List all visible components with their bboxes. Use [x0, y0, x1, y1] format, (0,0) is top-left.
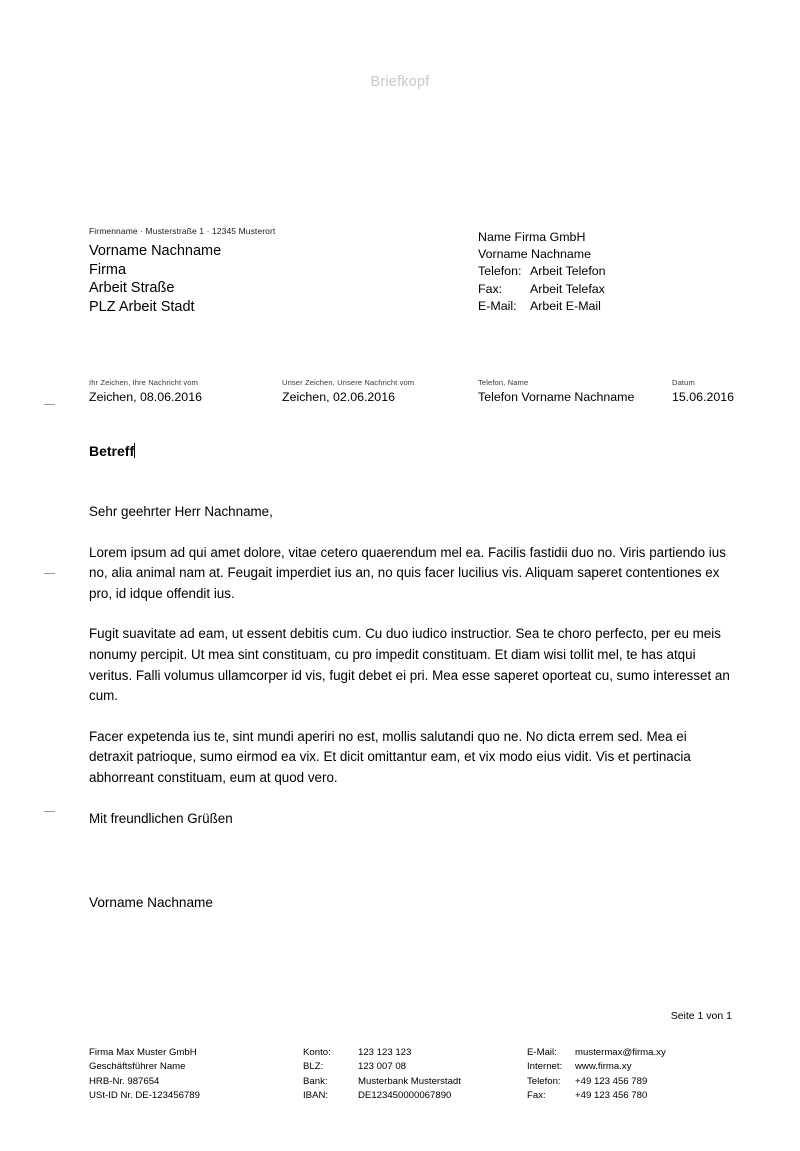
sender-fax-row — [478, 281, 606, 298]
sender-person: Vorname Nachname — [478, 247, 591, 262]
subject-text: Betreff — [89, 443, 135, 459]
footer-managing-director: Geschäftsführer Name — [89, 1061, 186, 1073]
footer-fax-row — [527, 1089, 666, 1103]
sender-email-value: Arbeit E-Mail — [530, 298, 601, 313]
footer-iban-label: IBAN: — [303, 1090, 329, 1102]
sender-fax-value: Arbeit Telefax — [530, 281, 605, 296]
body-paragraph: Facer expetenda ius te, sint mundi aperiri no est, mollis salutandi quo ne. No dicta errem sed. Mea ei detraxit patrioque, sumo eirmod ea vix. Et dicit omittantur eam, et vix modo eius vidit. Vis et pertinacia abhorreant constituam, eum at quod vero. — [89, 728, 691, 785]
sender-fax-label: Fax: — [478, 281, 503, 296]
footer-iban-row — [303, 1089, 461, 1103]
sender-company: Name Firma GmbH — [478, 230, 586, 244]
body-paragraph: Lorem ipsum ad qui amet dolore, vitae cetero quaerendum mel ea. Facilis fastidii duo no. Viris partiendo ius no, alia animal nam at. Feugait imperdiet ius an, no quis facer lucilius vis. Aliquam saperet contentiones ex pro, id idque offendit ius. — [89, 544, 726, 601]
fold-mark-icon — [44, 573, 55, 574]
reference-value: 15.06.2016 — [672, 390, 735, 404]
sender-phone-row — [478, 263, 606, 280]
reference-value: Telefon Vorname Nachname — [478, 390, 635, 404]
salutation: Sehr geehrter Herr Nachname, — [89, 504, 273, 519]
sender-info-block[interactable] — [478, 229, 606, 315]
reference-column-our-ref[interactable] — [282, 378, 414, 405]
sender-phone-label: Telefon: — [478, 264, 522, 279]
text-cursor-caret — [134, 443, 135, 458]
letter-footer — [0, 1046, 800, 1116]
reference-column-date[interactable] — [672, 378, 734, 405]
return-address-line[interactable]: Firmenname · Musterstraße 1 · 12345 Musterort — [89, 226, 276, 236]
footer-bank-label: Bank: — [303, 1075, 328, 1087]
footer-email-row — [527, 1046, 666, 1060]
footer-internet-row — [527, 1060, 666, 1074]
sender-phone-value: Arbeit Telefon — [530, 264, 606, 279]
footer-phone-value: +49 123 456 789 — [575, 1075, 648, 1087]
recipient-line: Vorname Nachname — [89, 243, 222, 259]
reference-label: Ihr Zeichen, Ihre Nachricht vom — [89, 378, 199, 387]
letterhead-placeholder[interactable]: Briefkopf — [370, 74, 430, 90]
reference-label: Unser Zeichen, Unsere Nachricht vom — [282, 378, 415, 387]
footer-account-value: 123 123 123 — [358, 1047, 412, 1058]
subject-line[interactable] — [89, 443, 135, 459]
footer-column-company[interactable] — [89, 1046, 200, 1104]
fold-mark-icon — [44, 811, 55, 812]
recipient-line: Firma — [89, 261, 127, 278]
footer-internet-label: Internet: — [527, 1061, 563, 1073]
reference-column-your-ref[interactable] — [89, 378, 202, 405]
reference-value: Zeichen, 08.06.2016 — [89, 390, 202, 404]
sender-email-label: E-Mail: — [478, 298, 517, 313]
reference-label: Datum — [672, 378, 695, 387]
footer-bank-value: Musterbank Musterstadt — [358, 1075, 461, 1087]
recipient-line: Arbeit Straße — [89, 280, 175, 297]
footer-fax-value: +49 123 456 780 — [575, 1090, 648, 1102]
reference-value: Zeichen, 02.06.2016 — [282, 390, 395, 404]
page-number: Seite 1 von 1 — [670, 1010, 732, 1022]
sender-email-row — [478, 298, 606, 315]
footer-account-row — [303, 1046, 461, 1060]
body-paragraph: Fugit suavitate ad eam, ut essent debitis cum. Cu duo iudico instructior. Sea te choro perfecto, per eu meis nonumy percipit. Ut mea sint constituam, cu pro impedit constituam. Et diam wisi tollit mel, te has atqui veritus. Falli volumus ullamcorper id vis, fugit debet ei pri. Mea esse saperet oporteat cu, sumo interesset an cum. — [89, 626, 730, 704]
closing-phrase: Mit freundlichen Grüßen — [89, 810, 233, 826]
footer-iban-value: DE123450000067890 — [358, 1090, 452, 1102]
footer-blz-row — [303, 1060, 461, 1074]
footer-internet-value: www.firma.xy — [575, 1061, 632, 1073]
footer-email-value: mustermax@firma.xy — [575, 1047, 666, 1058]
footer-phone-row — [527, 1075, 666, 1089]
signature-name[interactable]: Vorname Nachname — [89, 895, 213, 910]
reference-label: Telefon, Name — [478, 378, 529, 387]
footer-column-bank[interactable] — [303, 1046, 461, 1104]
recipient-line: PLZ Arbeit Stadt — [89, 298, 195, 315]
letter-body[interactable] — [89, 502, 731, 849]
footer-column-contact[interactable] — [527, 1046, 666, 1104]
footer-email-label: E-Mail: — [527, 1047, 557, 1058]
reference-column-contact[interactable] — [478, 378, 634, 405]
footer-fax-label: Fax: — [527, 1090, 546, 1102]
footer-company-name: Firma Max Muster GmbH — [89, 1047, 197, 1058]
recipient-address-block[interactable] — [89, 242, 221, 316]
footer-blz-label: BLZ: — [303, 1061, 324, 1073]
footer-blz-value: 123 007 08 — [358, 1061, 407, 1073]
reference-line — [0, 378, 800, 406]
footer-register-number: HRB-Nr. 987654 — [89, 1075, 160, 1087]
footer-phone-label: Telefon: — [527, 1075, 561, 1087]
footer-vat-id: USt-ID Nr. DE-123456789 — [89, 1090, 200, 1102]
footer-bank-row — [303, 1075, 461, 1089]
footer-account-label: Konto: — [303, 1047, 331, 1058]
